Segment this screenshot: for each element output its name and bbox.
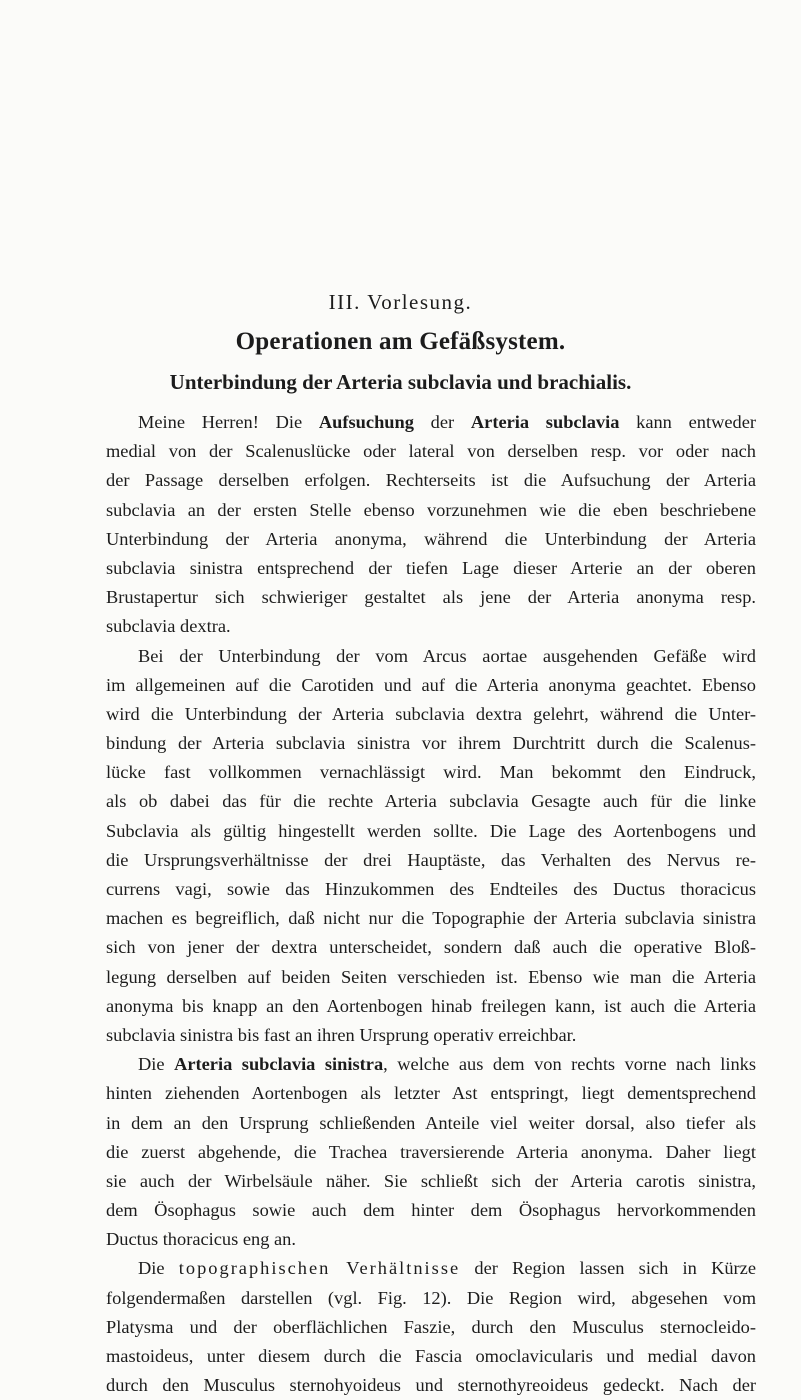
text-run: lücke fast vollkommen vernachlässigt wird. Man bekommt den Eindruck,	[106, 762, 756, 783]
text-run: Die	[138, 1054, 175, 1075]
chapter-title: Operationen am Gefäßsystem.	[235, 328, 566, 355]
text-run: bindung der Arteria subclavia sinistra vor ihrem Durchtritt durch die Scalenus-	[106, 733, 756, 754]
text-line	[106, 1021, 756, 1050]
text-line	[106, 437, 756, 466]
text-line	[106, 817, 756, 846]
text-line	[106, 875, 756, 904]
text-run: wird die Unterbindung der Arteria subclavia dextra gelehrt, während die Unter-	[106, 703, 756, 724]
text-run: Brustapertur sich schwieriger gestaltet als jene der Arteria anonyma resp.	[106, 587, 756, 608]
text-run: der	[413, 412, 471, 432]
text-run: hinten ziehenden Aortenbogen als letzter Ast entspringt, liegt dementsprechend	[106, 1083, 756, 1104]
text-run: sich von jener der dextra unterscheidet, sondern daß auch die operative Bloß-	[106, 937, 756, 958]
text-line	[106, 787, 756, 816]
text-line	[106, 525, 756, 554]
text-line	[106, 992, 756, 1021]
text-line	[106, 583, 756, 612]
text-run: folgendermaßen darstellen (vgl. Fig. 12). Die Region wird, abgesehen vom	[106, 1287, 756, 1308]
text-line	[106, 1284, 756, 1313]
text-run: sie auch der Wirbelsäule näher. Sie schließt sich der Arteria carotis sinistra,	[106, 1170, 756, 1191]
text-line	[106, 612, 756, 641]
text-line	[106, 466, 756, 495]
text-run: die Ursprungsverhältnisse der drei Hauptäste, das Verhalten des Nervus re-	[106, 849, 756, 870]
text-run: Meine Herren! Die	[138, 412, 319, 432]
text-line	[106, 1342, 756, 1371]
text-run: Die	[138, 1258, 179, 1279]
text-line	[106, 1225, 756, 1254]
text-line	[106, 963, 756, 992]
bold-term: Arteria subclavia sinistra	[174, 1054, 384, 1075]
text-run: subclavia an der ersten Stelle ebenso vorzunehmen wie die eben beschriebene	[106, 499, 756, 520]
text-run: in dem an den Ursprung schließenden Anteile viel weiter dorsal, also tiefer als	[106, 1112, 756, 1133]
text-line	[106, 1167, 756, 1196]
text-run: Bei der Unterbindung der vom Arcus aortae ausgehenden Gefäße wird	[138, 645, 756, 666]
text-line	[106, 496, 756, 525]
text-line	[106, 846, 756, 875]
text-line	[106, 729, 756, 758]
text-line	[106, 1254, 756, 1283]
bold-term: Arteria subclavia	[470, 412, 620, 432]
paragraph	[106, 408, 756, 642]
text-run: subclavia sinistra entsprechend der tiefen Lage dieser Arterie an der oberen	[106, 557, 756, 578]
text-line	[106, 1313, 756, 1342]
bold-term: Aufsuchung	[318, 412, 414, 432]
text-run: currens vagi, sowie das Hinzukommen des Endteiles des Ductus thoracicus	[106, 879, 756, 899]
text-run: medial von der Scalenuslücke oder lateral von derselben resp. vor oder nach	[106, 441, 756, 462]
paragraph	[106, 1050, 756, 1254]
text-line	[106, 408, 756, 437]
text-line	[106, 933, 756, 962]
text-run: durch den Musculus sternohyoideus und sternothyreoideus gedeckt. Nach der	[106, 1375, 756, 1396]
section-subtitle: Unterbindung der Arteria subclavia und brachialis.	[169, 370, 632, 394]
text-run: legung derselben auf beiden Seiten verschieden ist. Ebenso wie man die Arteria	[106, 966, 756, 987]
text-line	[106, 1371, 756, 1400]
text-run: machen es begreiflich, daß nicht nur die Topographie der Arteria subclavia sinistra	[106, 908, 756, 929]
paragraph	[106, 1254, 756, 1400]
text-run: anonyma bis knapp an den Aortenbogen hinab freilegen kann, ist auch die Arteria	[106, 995, 756, 1016]
text-run: mastoideus, unter diesem durch die Fascia omoclavicularis und medial davon	[106, 1346, 756, 1366]
text-line	[106, 700, 756, 729]
text-line	[106, 758, 756, 787]
text-line	[106, 1050, 756, 1079]
text-run: Ductus thoracicus eng an.	[106, 1229, 296, 1250]
text-line	[106, 1109, 756, 1138]
text-run: Platysma und der oberflächlichen Faszie, durch den Musculus sternocleido-	[106, 1316, 756, 1337]
body-text	[106, 408, 756, 1400]
text-run: kann entweder	[619, 412, 756, 432]
text-line	[106, 1196, 756, 1225]
text-line	[106, 554, 756, 583]
lecture-heading: III. Vorlesung.	[328, 290, 473, 314]
paragraph	[106, 642, 756, 1051]
text-line	[106, 642, 756, 671]
text-run: der Region lassen sich in Kürze	[460, 1258, 757, 1279]
text-run: die zuerst abgehende, die Trachea traversierende Arteria anonyma. Daher liegt	[106, 1141, 756, 1162]
text-run: als ob dabei das für die rechte Arteria subclavia Gesagte auch für die linke	[106, 791, 756, 812]
text-run: Unterbindung der Arteria anonyma, während die Unterbindung der Arteria	[106, 528, 756, 549]
text-line	[106, 671, 756, 700]
text-line	[106, 1138, 756, 1167]
text-run: Subclavia als gültig hingestellt werden sollte. Die Lage des Aortenbogens und	[106, 820, 756, 841]
text-run: der Passage derselben erfolgen. Rechterseits ist die Aufsuchung der Arteria	[106, 470, 756, 491]
text-run: subclavia dextra.	[106, 616, 231, 637]
spaced-term: topographischen Verhältnisse	[178, 1258, 461, 1279]
text-run: subclavia sinistra bis fast an ihren Ursprung operativ erreichbar.	[106, 1024, 577, 1045]
text-line	[106, 1079, 756, 1108]
text-run: , welche aus dem von rechts vorne nach links	[383, 1054, 756, 1075]
text-run: dem Ösophagus sowie auch dem hinter dem Ösophagus hervorkommenden	[106, 1200, 756, 1221]
text-run: im allgemeinen auf die Carotiden und auf die Arteria anonyma geachtet. Ebenso	[106, 674, 756, 695]
text-line	[106, 904, 756, 933]
